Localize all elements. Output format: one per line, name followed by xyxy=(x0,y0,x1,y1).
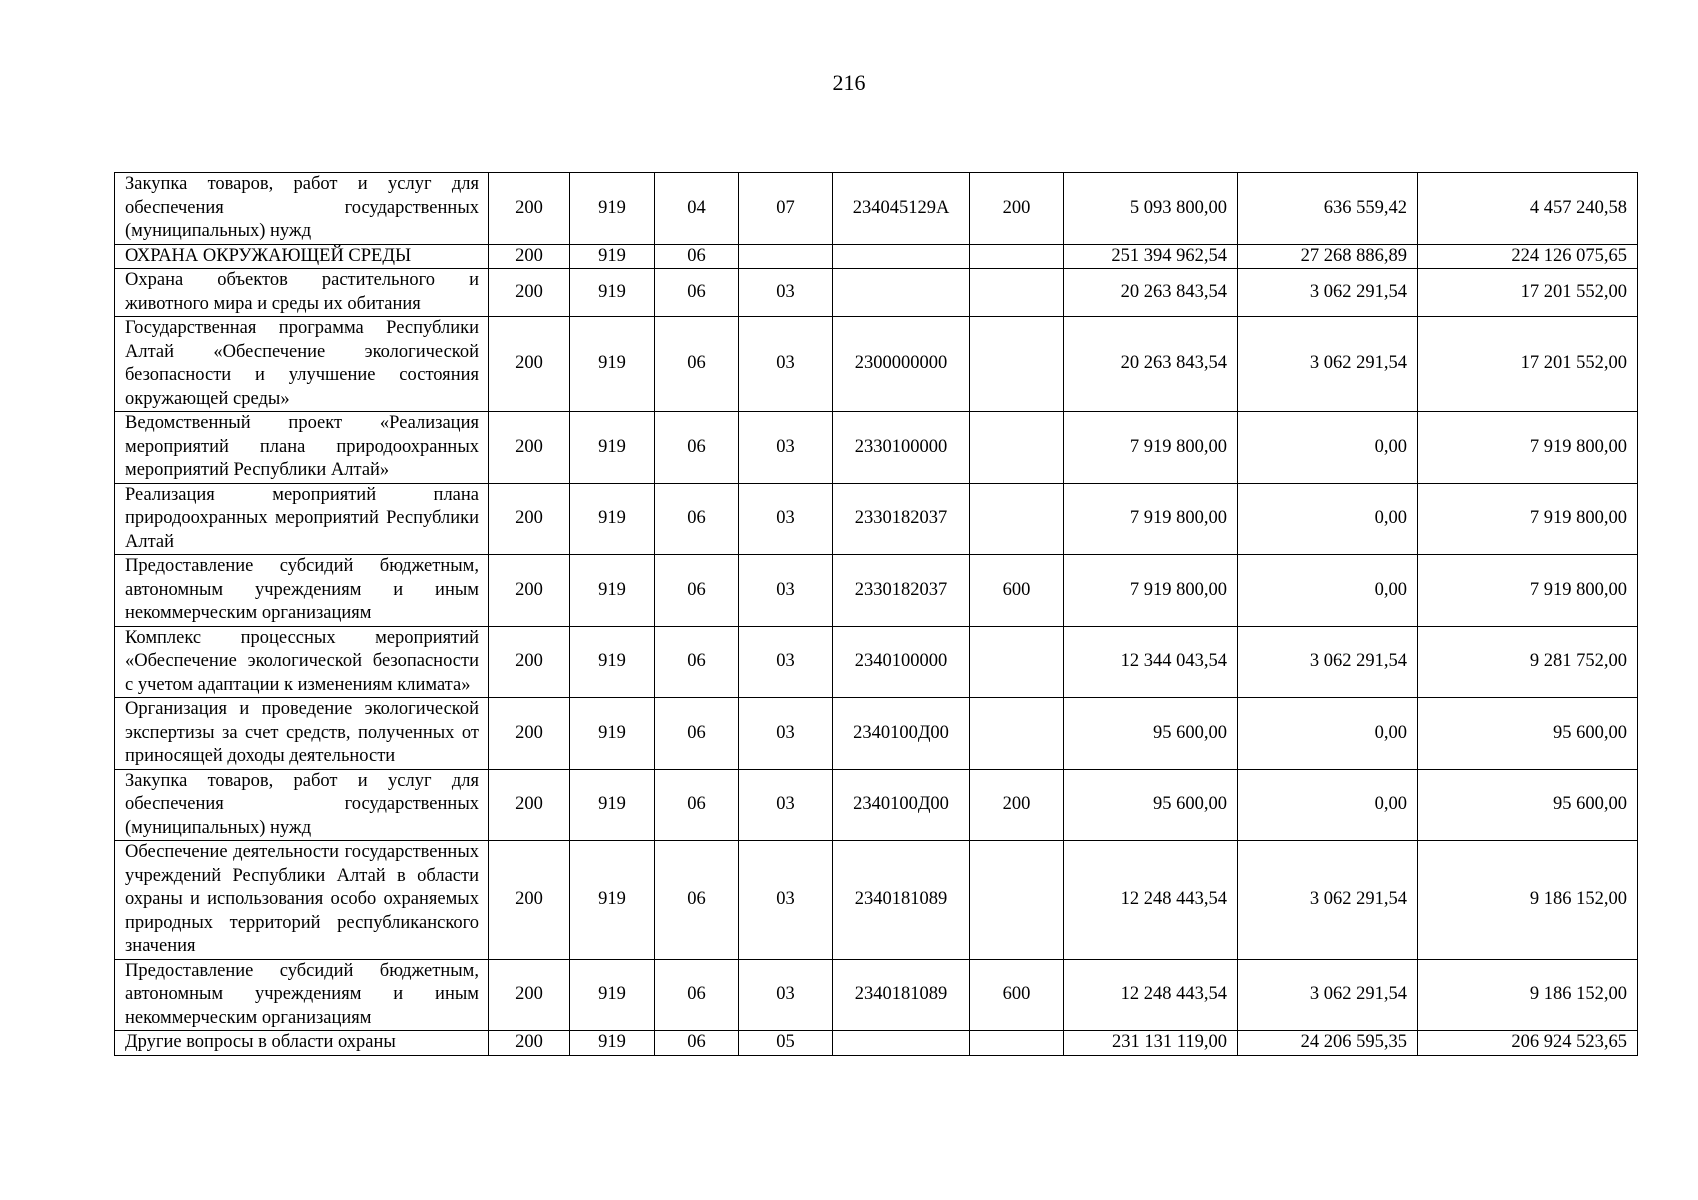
amount-plan: 95 600,00 xyxy=(1064,769,1238,841)
code-grbs: 919 xyxy=(570,769,655,841)
table-row xyxy=(115,841,1638,960)
code-expense-type xyxy=(970,412,1064,484)
code-expense-type xyxy=(970,841,1064,960)
code-grbs: 919 xyxy=(570,555,655,627)
code-target: 2340100Д00 xyxy=(833,698,970,770)
table-row xyxy=(115,412,1638,484)
amount-executed: 3 062 291,54 xyxy=(1238,626,1418,698)
code-subsection xyxy=(739,244,833,269)
code-section: 06 xyxy=(655,244,739,269)
code-rz: 200 xyxy=(489,698,570,770)
code-expense-type xyxy=(970,698,1064,770)
code-rz: 200 xyxy=(489,555,570,627)
code-grbs: 919 xyxy=(570,626,655,698)
code-rz: 200 xyxy=(489,626,570,698)
amount-plan: 5 093 800,00 xyxy=(1064,173,1238,245)
budget-table xyxy=(114,172,1638,1056)
row-name: Предоставление субсидий бюджетным, автономным учреждениям и иным некоммерческим организациям xyxy=(115,959,489,1031)
code-expense-type: 600 xyxy=(970,959,1064,1031)
code-section: 06 xyxy=(655,555,739,627)
code-target xyxy=(833,244,970,269)
code-expense-type xyxy=(970,244,1064,269)
code-grbs: 919 xyxy=(570,1031,655,1056)
amount-plan: 20 263 843,54 xyxy=(1064,317,1238,412)
row-name: Предоставление субсидий бюджетным, автономным учреждениям и иным некоммерческим организациям xyxy=(115,555,489,627)
code-subsection: 03 xyxy=(739,269,833,317)
code-expense-type xyxy=(970,626,1064,698)
amount-plan: 7 919 800,00 xyxy=(1064,412,1238,484)
amount-remaining: 95 600,00 xyxy=(1418,698,1638,770)
row-name: Государственная программа Республики Алтай «Обеспечение экологической безопасности и улучшение состояния окружающей среды» xyxy=(115,317,489,412)
amount-executed: 0,00 xyxy=(1238,555,1418,627)
amount-remaining: 206 924 523,65 xyxy=(1418,1031,1638,1056)
row-name: Закупка товаров, работ и услуг для обеспечения государственных (муниципальных) нужд xyxy=(115,173,489,245)
amount-plan: 7 919 800,00 xyxy=(1064,483,1238,555)
row-name: Охрана объектов растительного и животного мира и среды их обитания xyxy=(115,269,489,317)
amount-executed: 0,00 xyxy=(1238,412,1418,484)
code-grbs: 919 xyxy=(570,698,655,770)
page-number: 216 xyxy=(832,70,866,95)
amount-plan: 12 344 043,54 xyxy=(1064,626,1238,698)
code-subsection: 03 xyxy=(739,769,833,841)
table-row xyxy=(115,626,1638,698)
code-subsection: 03 xyxy=(739,412,833,484)
amount-executed: 0,00 xyxy=(1238,698,1418,770)
table-row xyxy=(115,173,1638,245)
code-target: 2340181089 xyxy=(833,841,970,960)
amount-plan: 95 600,00 xyxy=(1064,698,1238,770)
code-rz: 200 xyxy=(489,412,570,484)
amount-executed: 27 268 886,89 xyxy=(1238,244,1418,269)
table-row xyxy=(115,269,1638,317)
table-row xyxy=(115,483,1638,555)
amount-plan: 7 919 800,00 xyxy=(1064,555,1238,627)
code-target xyxy=(833,269,970,317)
amount-plan: 12 248 443,54 xyxy=(1064,841,1238,960)
row-name: Другие вопросы в области охраны xyxy=(115,1031,489,1056)
budget-table-body xyxy=(115,173,1638,1056)
table-row xyxy=(115,555,1638,627)
code-target: 2330182037 xyxy=(833,555,970,627)
code-rz: 200 xyxy=(489,173,570,245)
amount-executed: 636 559,42 xyxy=(1238,173,1418,245)
code-grbs: 919 xyxy=(570,841,655,960)
code-expense-type xyxy=(970,1031,1064,1056)
code-rz: 200 xyxy=(489,1031,570,1056)
code-grbs: 919 xyxy=(570,173,655,245)
code-rz: 200 xyxy=(489,269,570,317)
amount-remaining: 9 186 152,00 xyxy=(1418,841,1638,960)
code-expense-type: 200 xyxy=(970,173,1064,245)
amount-remaining: 95 600,00 xyxy=(1418,769,1638,841)
code-grbs: 919 xyxy=(570,244,655,269)
code-subsection: 03 xyxy=(739,483,833,555)
code-section: 06 xyxy=(655,317,739,412)
code-rz: 200 xyxy=(489,841,570,960)
code-target: 2340181089 xyxy=(833,959,970,1031)
code-grbs: 919 xyxy=(570,412,655,484)
amount-remaining: 9 281 752,00 xyxy=(1418,626,1638,698)
code-subsection: 03 xyxy=(739,555,833,627)
code-expense-type xyxy=(970,483,1064,555)
amount-executed: 3 062 291,54 xyxy=(1238,269,1418,317)
row-name: ОХРАНА ОКРУЖАЮЩЕЙ СРЕДЫ xyxy=(115,244,489,269)
code-target: 2300000000 xyxy=(833,317,970,412)
amount-remaining: 17 201 552,00 xyxy=(1418,269,1638,317)
code-section: 06 xyxy=(655,626,739,698)
code-grbs: 919 xyxy=(570,959,655,1031)
code-expense-type xyxy=(970,269,1064,317)
amount-remaining: 224 126 075,65 xyxy=(1418,244,1638,269)
code-section: 06 xyxy=(655,269,739,317)
code-target: 2330100000 xyxy=(833,412,970,484)
table-row xyxy=(115,1031,1638,1056)
code-expense-type: 200 xyxy=(970,769,1064,841)
code-section: 06 xyxy=(655,412,739,484)
code-section: 06 xyxy=(655,483,739,555)
code-section: 04 xyxy=(655,173,739,245)
amount-executed: 3 062 291,54 xyxy=(1238,841,1418,960)
table-row xyxy=(115,959,1638,1031)
table-row xyxy=(115,317,1638,412)
code-subsection: 03 xyxy=(739,626,833,698)
row-name: Ведомственный проект «Реализация мероприятий плана природоохранных мероприятий Республики Алтай» xyxy=(115,412,489,484)
amount-plan: 20 263 843,54 xyxy=(1064,269,1238,317)
code-rz: 200 xyxy=(489,959,570,1031)
code-section: 06 xyxy=(655,769,739,841)
row-name: Комплекс процессных мероприятий «Обеспечение экологической безопасности с учетом адаптации к изменениям климата» xyxy=(115,626,489,698)
code-rz: 200 xyxy=(489,317,570,412)
code-target: 2330182037 xyxy=(833,483,970,555)
amount-executed: 3 062 291,54 xyxy=(1238,317,1418,412)
amount-executed: 0,00 xyxy=(1238,483,1418,555)
code-subsection: 05 xyxy=(739,1031,833,1056)
code-expense-type: 600 xyxy=(970,555,1064,627)
code-rz: 200 xyxy=(489,244,570,269)
amount-executed: 24 206 595,35 xyxy=(1238,1031,1418,1056)
code-target: 2340100Д00 xyxy=(833,769,970,841)
amount-plan: 231 131 119,00 xyxy=(1064,1031,1238,1056)
amount-executed: 0,00 xyxy=(1238,769,1418,841)
code-rz: 200 xyxy=(489,483,570,555)
code-section: 06 xyxy=(655,841,739,960)
code-grbs: 919 xyxy=(570,483,655,555)
code-section: 06 xyxy=(655,1031,739,1056)
code-section: 06 xyxy=(655,959,739,1031)
code-subsection: 03 xyxy=(739,698,833,770)
row-name: Закупка товаров, работ и услуг для обеспечения государственных (муниципальных) нужд xyxy=(115,769,489,841)
amount-remaining: 9 186 152,00 xyxy=(1418,959,1638,1031)
code-grbs: 919 xyxy=(570,269,655,317)
code-subsection: 03 xyxy=(739,841,833,960)
code-target: 234045129А xyxy=(833,173,970,245)
table-row xyxy=(115,244,1638,269)
code-subsection: 03 xyxy=(739,959,833,1031)
code-grbs: 919 xyxy=(570,317,655,412)
amount-remaining: 7 919 800,00 xyxy=(1418,412,1638,484)
table-row xyxy=(115,769,1638,841)
amount-remaining: 17 201 552,00 xyxy=(1418,317,1638,412)
table-row xyxy=(115,698,1638,770)
code-subsection: 07 xyxy=(739,173,833,245)
amount-plan: 251 394 962,54 xyxy=(1064,244,1238,269)
row-name: Реализация мероприятий плана природоохранных мероприятий Республики Алтай xyxy=(115,483,489,555)
amount-remaining: 7 919 800,00 xyxy=(1418,555,1638,627)
row-name: Организация и проведение экологической экспертизы за счет средств, полученных от приносящей доходы деятельности xyxy=(115,698,489,770)
row-name: Обеспечение деятельности государственных учреждений Республики Алтай в области охраны и использования особо охраняемых природных территорий республиканского значения xyxy=(115,841,489,960)
code-target: 2340100000 xyxy=(833,626,970,698)
amount-plan: 12 248 443,54 xyxy=(1064,959,1238,1031)
code-expense-type xyxy=(970,317,1064,412)
amount-remaining: 4 457 240,58 xyxy=(1418,173,1638,245)
code-subsection: 03 xyxy=(739,317,833,412)
code-target xyxy=(833,1031,970,1056)
code-rz: 200 xyxy=(489,769,570,841)
amount-remaining: 7 919 800,00 xyxy=(1418,483,1638,555)
amount-executed: 3 062 291,54 xyxy=(1238,959,1418,1031)
code-section: 06 xyxy=(655,698,739,770)
